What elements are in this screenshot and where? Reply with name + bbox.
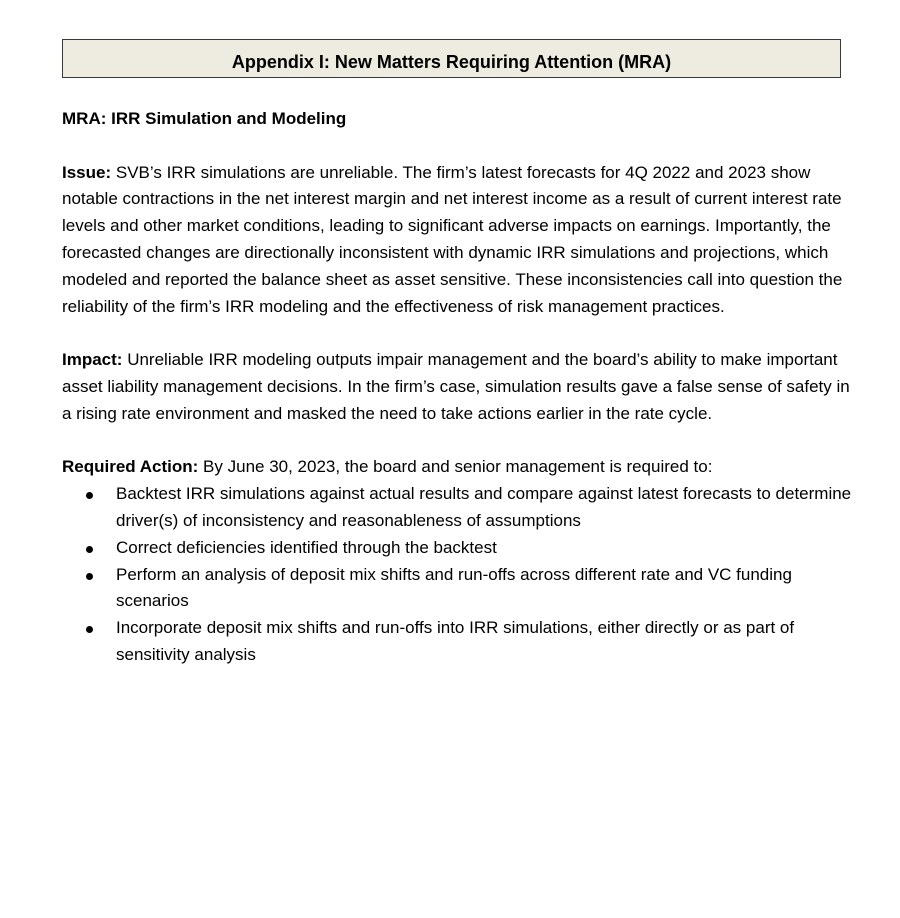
list-item-text: Perform an analysis of deposit mix shifts and run-offs across different rate and VC funding scenarios: [116, 564, 792, 611]
list-item: [62, 615, 852, 669]
bullet-icon: [86, 573, 93, 580]
list-item-text: Correct deficiencies identified through the backtest: [116, 537, 497, 557]
list-item: [62, 535, 852, 562]
list-item: [62, 562, 852, 616]
bullet-icon: [86, 546, 93, 553]
bullet-icon: [86, 492, 93, 499]
issue-paragraph: [62, 160, 852, 321]
list-item: [62, 481, 852, 535]
issue-label: Issue:: [62, 162, 112, 182]
required-action-list: [62, 481, 852, 669]
mra-heading: MRA: IRR Simulation and Modeling: [62, 109, 347, 128]
list-item-text: Incorporate deposit mix shifts and run-offs into IRR simulations, either directly or as part of sensitivity analysis: [116, 618, 795, 664]
required-action-paragraph: [62, 454, 852, 481]
required-action-text: By June 30, 2023, the board and senior management is required to:: [198, 457, 713, 477]
required-action-label: Required Action:: [62, 457, 199, 477]
appendix-title: Appendix I: New Matters Requiring Attention (MRA): [231, 51, 672, 72]
issue-text: SVB’s IRR simulations are unreliable. The firm’s latest forecasts for 4Q 2022 and 2023 show notable contractions in the net interest margin and net interest income as a result of current interest rate levels and other market conditions, leading to significant adverse impacts on earnings. Importantly, the forecasted changes are directionally inconsistent with dynamic IRR simulations and projections, which modeled and reported the balance sheet as asset sensitive. These inconsistencies call into question the reliability of the firm’s IRR modeling and the effectiveness of risk management practices.: [62, 162, 843, 316]
list-item-text: Backtest IRR simulations against actual results and compare against latest forecasts to determine driver(s) of inconsistency and reasonableness of assumptions: [116, 484, 852, 530]
appendix-title-box: [62, 39, 841, 78]
document-body: [62, 106, 852, 669]
impact-paragraph: [62, 347, 852, 427]
bullet-icon: [86, 626, 93, 633]
impact-label: Impact:: [62, 350, 123, 370]
impact-text: Unreliable IRR modeling outputs impair management and the board’s ability to make important asset liability management decisions. In the firm’s case, simulation results gave a false sense of safety in a rising rate environment and masked the need to take actions earlier in the rate cycle.: [62, 350, 850, 423]
